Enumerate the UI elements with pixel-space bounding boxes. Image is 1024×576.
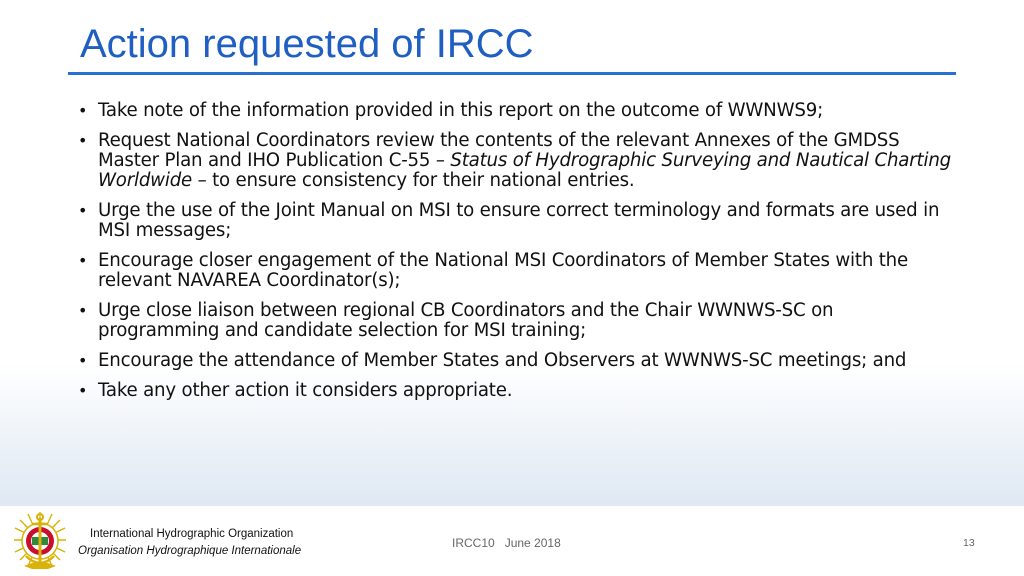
bullet-item xyxy=(76,131,956,191)
footer-meeting-info xyxy=(452,536,561,550)
bullet-list xyxy=(76,101,956,411)
bullet-glyph: • xyxy=(78,381,88,400)
org-name-french: Organisation Hydrographique Internationale xyxy=(78,545,302,557)
bullet-text: Encourage the attendance of Member States and Observers at WWNWS-SC meetings; and xyxy=(98,350,907,371)
bullet-text: Request National Coordinators review the contents of the relevant Annexes of the GMDSS Master Plan and IHO Publication C-55 – xyxy=(98,130,900,171)
bullet-glyph: • xyxy=(78,201,88,220)
page-number: 13 xyxy=(963,537,975,549)
bullet-glyph: • xyxy=(78,301,88,320)
bullet-item xyxy=(76,351,956,371)
bullet-glyph: • xyxy=(78,251,88,270)
org-name-english: International Hydrographic Organization xyxy=(90,528,294,540)
bullet-item xyxy=(76,381,956,401)
bullet-text: Take note of the information provided in this report on the outcome of WWNWS9; xyxy=(98,100,824,121)
meeting-date: June 2018 xyxy=(504,536,561,550)
bullet-text-italic: Status of Hydrographic Surveying and Nautical Charting Worldwide xyxy=(98,150,951,191)
bullet-item xyxy=(76,251,956,291)
bullet-glyph: • xyxy=(78,351,88,370)
bullet-glyph: • xyxy=(78,131,88,150)
title-underline xyxy=(68,72,956,75)
bullet-item xyxy=(76,301,956,341)
bullet-glyph: • xyxy=(78,101,88,120)
bullet-item xyxy=(76,101,956,121)
bullet-text: – to ensure consistency for their national entries. xyxy=(192,170,635,191)
meeting-code: IRCC10 xyxy=(452,536,495,550)
bullet-text: Take any other action it considers appropriate. xyxy=(98,380,513,401)
bullet-text: Encourage closer engagement of the National MSI Coordinators of Member States with the relevant NAVAREA Coordinator(s); xyxy=(98,250,908,291)
iho-emblem-icon xyxy=(12,508,68,572)
bullet-item xyxy=(76,201,956,241)
bullet-text: Urge the use of the Joint Manual on MSI to ensure correct terminology and formats are used in MSI messages; xyxy=(98,200,940,241)
slide-title: Action requested of IRCC xyxy=(80,22,534,66)
bullet-text: Urge close liaison between regional CB Coordinators and the Chair WWNWS-SC on programming and candidate selection for MSI training; xyxy=(98,300,834,341)
